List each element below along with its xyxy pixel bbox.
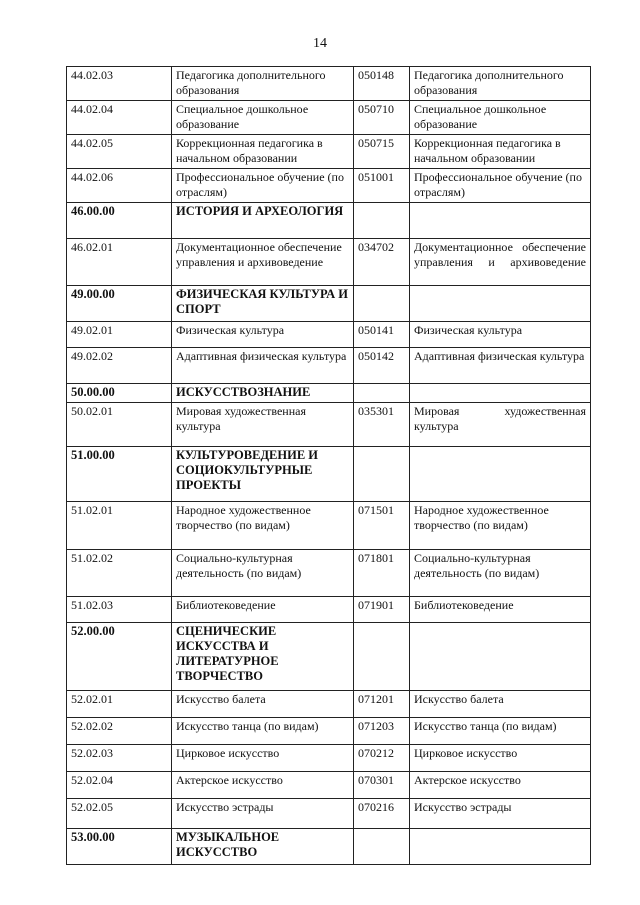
old-code-cell: 071801 [354, 550, 410, 597]
table-row [67, 101, 591, 135]
name-cell: Специальное дошкольное образование [172, 101, 354, 135]
code-cell: 51.02.02 [67, 550, 172, 597]
code-cell: 46.00.00 [67, 203, 172, 239]
name-cell: Документационное обеспечение управления и архивоведение [172, 239, 354, 286]
code-cell: 50.00.00 [67, 384, 172, 403]
table-row [67, 772, 591, 799]
name-cell: Библиотековедение [172, 597, 354, 623]
old-name-cell: Адаптивная физическая культура [410, 348, 591, 384]
name-cell: МУЗЫКАЛЬНОЕ ИСКУССТВО [172, 829, 354, 865]
code-cell: 46.02.01 [67, 239, 172, 286]
old-code-cell: 070212 [354, 745, 410, 772]
name-cell: Искусство танца (по видам) [172, 718, 354, 745]
old-code-cell [354, 384, 410, 403]
group-row [67, 384, 591, 403]
code-cell: 44.02.05 [67, 135, 172, 169]
name-cell: Социально-культурная деятельность (по видам) [172, 550, 354, 597]
old-name-cell: Актерское искусство [410, 772, 591, 799]
table-row [67, 745, 591, 772]
specialty-codes-table [66, 66, 591, 865]
old-name-cell: Документационное обеспечение управления и архивоведение [410, 239, 591, 286]
table-body [67, 67, 591, 865]
group-row [67, 286, 591, 322]
code-cell: 49.00.00 [67, 286, 172, 322]
code-cell: 44.02.04 [67, 101, 172, 135]
table-row [67, 67, 591, 101]
old-name-cell: Социально-культурная деятельность (по видам) [410, 550, 591, 597]
name-cell: Народное художественное творчество (по видам) [172, 502, 354, 550]
table-row [67, 502, 591, 550]
name-cell: Адаптивная физическая культура [172, 348, 354, 384]
code-cell: 52.02.04 [67, 772, 172, 799]
old-name-cell: Специальное дошкольное образование [410, 101, 591, 135]
code-cell: 52.02.05 [67, 799, 172, 829]
table-row [67, 597, 591, 623]
old-code-cell: 050141 [354, 322, 410, 348]
name-cell: Искусство балета [172, 691, 354, 718]
code-cell: 49.02.02 [67, 348, 172, 384]
code-cell: 52.00.00 [67, 623, 172, 691]
old-name-cell [410, 623, 591, 691]
group-row [67, 829, 591, 865]
table-row [67, 169, 591, 203]
page-number: 14 [313, 36, 327, 51]
name-cell: ФИЗИЧЕСКАЯ КУЛЬТУРА И СПОРТ [172, 286, 354, 322]
name-cell: Искусство эстрады [172, 799, 354, 829]
old-code-cell: 050715 [354, 135, 410, 169]
code-cell: 51.02.03 [67, 597, 172, 623]
old-code-cell: 050148 [354, 67, 410, 101]
name-cell: КУЛЬТУРОВЕДЕНИЕ И СОЦИОКУЛЬТУРНЫЕ ПРОЕКТЫ [172, 447, 354, 502]
old-name-cell: Педагогика дополнительного образования [410, 67, 591, 101]
table-row [67, 550, 591, 597]
code-cell: 52.02.02 [67, 718, 172, 745]
name-cell: Коррекционная педагогика в начальном образовании [172, 135, 354, 169]
old-code-cell: 070216 [354, 799, 410, 829]
name-cell: Профессиональное обучение (по отраслям) [172, 169, 354, 203]
old-name-cell: Цирковое искусство [410, 745, 591, 772]
old-code-cell: 071901 [354, 597, 410, 623]
table-row [67, 691, 591, 718]
old-code-cell [354, 286, 410, 322]
table-row [67, 799, 591, 829]
old-code-cell: 050142 [354, 348, 410, 384]
name-cell: ИСТОРИЯ И АРХЕОЛОГИЯ [172, 203, 354, 239]
old-code-cell: 050710 [354, 101, 410, 135]
old-name-cell: Мировая художественная культура [410, 403, 591, 447]
group-row [67, 203, 591, 239]
table-row [67, 135, 591, 169]
old-name-cell [410, 447, 591, 502]
name-cell: Цирковое искусство [172, 745, 354, 772]
name-cell: Физическая культура [172, 322, 354, 348]
old-code-cell: 071201 [354, 691, 410, 718]
old-code-cell: 034702 [354, 239, 410, 286]
old-code-cell [354, 203, 410, 239]
name-cell: Педагогика дополнительного образования [172, 67, 354, 101]
old-code-cell: 051001 [354, 169, 410, 203]
code-cell: 44.02.03 [67, 67, 172, 101]
old-name-cell: Профессиональное обучение (по отраслям) [410, 169, 591, 203]
table-row [67, 322, 591, 348]
old-name-cell [410, 384, 591, 403]
code-cell: 53.00.00 [67, 829, 172, 865]
table-row [67, 239, 591, 286]
old-code-cell: 070301 [354, 772, 410, 799]
old-name-cell: Искусство балета [410, 691, 591, 718]
code-cell: 51.02.01 [67, 502, 172, 550]
old-name-cell: Народное художественное творчество (по видам) [410, 502, 591, 550]
old-name-cell: Искусство танца (по видам) [410, 718, 591, 745]
table-row [67, 348, 591, 384]
code-cell: 52.02.01 [67, 691, 172, 718]
code-cell: 50.02.01 [67, 403, 172, 447]
name-cell: Актерское искусство [172, 772, 354, 799]
name-cell: Мировая художественная культура [172, 403, 354, 447]
old-code-cell: 071203 [354, 718, 410, 745]
code-cell: 44.02.06 [67, 169, 172, 203]
old-name-cell [410, 286, 591, 322]
old-code-cell [354, 447, 410, 502]
table-row [67, 403, 591, 447]
old-name-cell [410, 829, 591, 865]
code-cell: 49.02.01 [67, 322, 172, 348]
old-name-cell: Физическая культура [410, 322, 591, 348]
old-code-cell: 071501 [354, 502, 410, 550]
old-name-cell: Искусство эстрады [410, 799, 591, 829]
old-name-cell: Коррекционная педагогика в начальном образовании [410, 135, 591, 169]
name-cell: ИСКУССТВОЗНАНИЕ [172, 384, 354, 403]
old-code-cell: 035301 [354, 403, 410, 447]
table-row [67, 718, 591, 745]
name-cell: СЦЕНИЧЕСКИЕ ИСКУССТВА И ЛИТЕРАТУРНОЕ ТВОРЧЕСТВО [172, 623, 354, 691]
code-cell: 51.00.00 [67, 447, 172, 502]
group-row [67, 623, 591, 691]
old-name-cell [410, 203, 591, 239]
old-code-cell [354, 623, 410, 691]
code-cell: 52.02.03 [67, 745, 172, 772]
old-code-cell [354, 829, 410, 865]
old-name-cell: Библиотековедение [410, 597, 591, 623]
group-row [67, 447, 591, 502]
